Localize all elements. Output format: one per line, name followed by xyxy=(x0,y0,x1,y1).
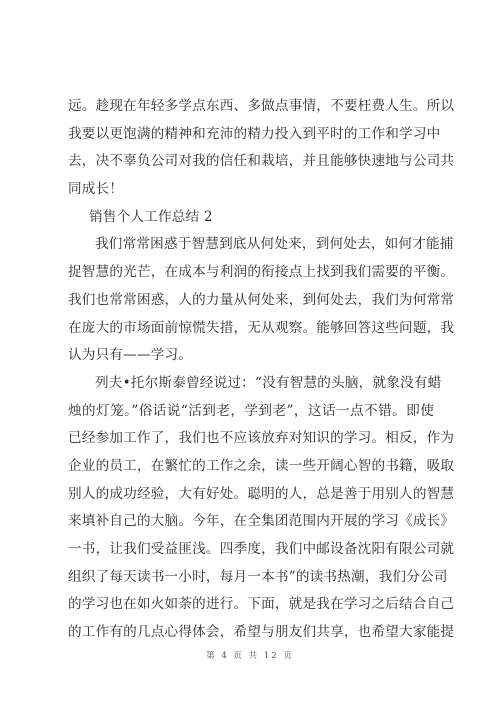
page-number-footer: 第 4 页 共 12 页 xyxy=(206,651,294,661)
text-line: 列夫•托尔斯泰曾经说过：“没有智慧的头脑，就象没有蜡 xyxy=(95,374,442,391)
section-heading-wrapper xyxy=(68,204,434,232)
section-heading: 销售个人工作总结 2 xyxy=(89,208,213,225)
paragraph-tolstoy xyxy=(68,370,455,647)
body-text xyxy=(68,93,455,647)
text-line: 已经参加工作了，我们也不应该放弃对知识的学习。相反，作为 xyxy=(68,430,455,447)
text-line: 在庞大的市场面前惊慌失措，无从观察。能够回答这些问题，我 xyxy=(68,319,455,336)
paragraph-learning xyxy=(68,231,455,369)
text-line: 企业的员工，在繁忙的工作之余，读一些开阔心智的书籍，吸取 xyxy=(68,457,455,474)
text-line: 的学习也在如火如荼的进行。下面，就是我在学习之后结合自己 xyxy=(68,596,455,613)
text-line: 组织了每天读书一小时，每月一本书”的读书热潮，我们分公司 xyxy=(68,568,448,585)
text-line: 去，决不辜负公司对我的信任和栽培，并且能够快速地与公司共 xyxy=(68,153,455,170)
text-line: 来填补自己的大脑。今年，在全集团范围内开展的学习《成长》 xyxy=(68,513,455,530)
text-line: 烛的灯笼。”俗话说“活到老，学到老”，这话一点不错。即使 xyxy=(68,402,434,419)
paragraph-continuation xyxy=(68,93,455,204)
text-line: 我们也常常困惑，人的力量从何处来，到何处去，我们为何常常 xyxy=(68,291,455,308)
text-line: 同成长！ xyxy=(68,181,124,198)
text-line: 别人的成功经验，大有好处。聪明的人，总是善于用别人的智慧 xyxy=(68,485,455,502)
text-line: 我要以更饱满的精神和充沛的精力投入到平时的工作和学习中 xyxy=(68,125,441,142)
text-line: 捉智慧的光芒，在成本与利润的衔接点上找到我们需要的平衡。 xyxy=(68,264,455,281)
text-line: 认为只有——学习。 xyxy=(68,347,193,364)
text-line: 一书，让我们受益匪浅。四季度，我们中邮设备沈阳有限公司就 xyxy=(68,541,455,557)
text-line: 远。趁现在年轻多学点东西、多做点事情，不要枉费人生。所以 xyxy=(68,98,455,114)
text-line: 我们常常困惑于智慧到底从何处来，到何处去，如何才能捕 xyxy=(95,236,454,253)
text-line: 的工作有的几点心得体会，希望与朋友们共享，也希望大家能提 xyxy=(68,624,455,641)
